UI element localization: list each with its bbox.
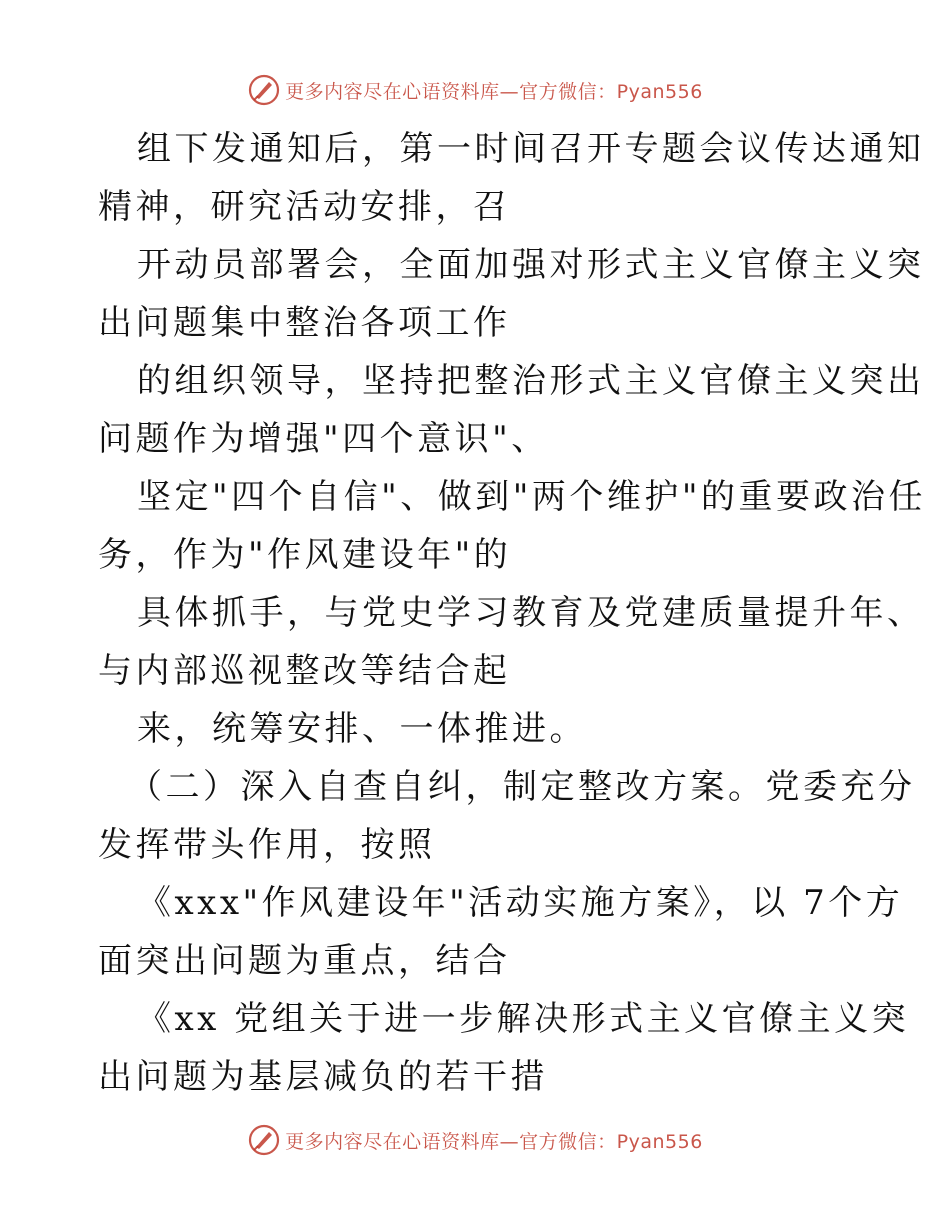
text-line: 《xxx"作风建设年"活动实施方案》，以 7个方 — [137, 883, 904, 923]
text-line: 精神，研究活动安排，召 — [98, 187, 511, 227]
quill-seal-icon — [247, 1123, 281, 1157]
text-line: 问题作为增强"四个意识"、 — [98, 419, 549, 459]
text-line: 开动员部署会，全面加强对形式主义官僚主义突 — [137, 245, 925, 285]
text-line: 的组织领导，坚持把整治形式主义官僚主义突出 — [137, 361, 925, 401]
text-line: 出问题集中整治各项工作 — [98, 303, 511, 343]
watermark-footer — [0, 1120, 950, 1160]
text-line: 具体抓手，与党史学习教育及党建质量提升年、 — [137, 593, 925, 633]
text-line: 《xx 党组关于进一步解决形式主义官僚主义突 — [137, 999, 910, 1039]
text-line: 坚定"四个自信"、做到"两个维护"的重要政治任 — [137, 477, 927, 517]
quill-seal-icon — [247, 73, 281, 107]
text-line: 务，作为"作风建设年"的 — [98, 535, 512, 575]
text-line: 出问题为基层减负的若干措 — [98, 1057, 548, 1097]
text-line: 与内部巡视整改等结合起 — [98, 651, 511, 691]
section-heading-line: （二）深入自查自纠，制定整改方案。党委充分 — [128, 767, 916, 807]
watermark-text: 更多内容尽在心语资料库—官方微信：Pyan556 — [285, 1130, 703, 1153]
text-line: 来，统筹安排、一体推进。 — [137, 709, 587, 749]
watermark-header — [0, 70, 950, 110]
document-body — [0, 120, 950, 1106]
text-line: 组下发通知后，第一时间召开专题会议传达通知 — [137, 129, 925, 169]
text-line: 面突出问题为重点，结合 — [98, 941, 511, 981]
watermark-text: 更多内容尽在心语资料库—官方微信：Pyan556 — [285, 80, 703, 103]
text-line: 发挥带头作用，按照 — [98, 825, 436, 865]
